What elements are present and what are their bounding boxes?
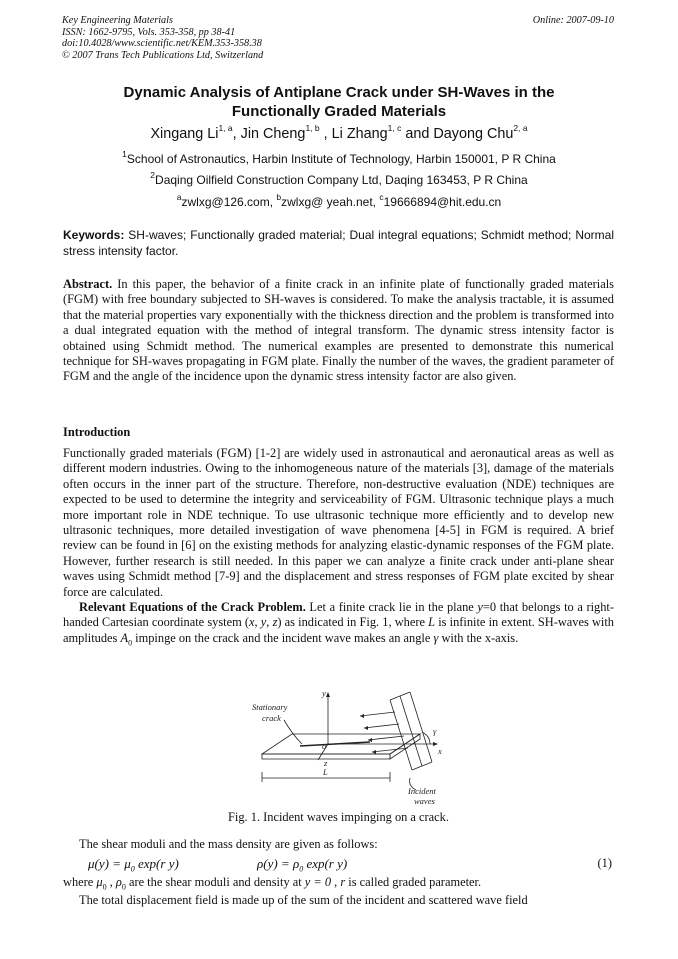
math-var: r — [340, 875, 346, 889]
equation-text: exp(r y) — [134, 856, 179, 871]
journal-header — [62, 15, 263, 61]
text-run: , — [331, 875, 341, 889]
math-var: z — [272, 615, 278, 630]
online-date: Online: 2007-09-10 — [532, 15, 614, 26]
abstract-text: In this paper, the behavior of a finite crack in an infinite plate of functionally graded materials (FGM) with free boundary subjected to SH-waves is considered. To make the analysis tractable, it is assumed that the material properties vary exponentially with the thickness direction and the problem is transformed into a dual integrated equation with the method of integral transform. The dynamic stress intensity factor is obtained using Schmidt method. The numerical examples are presented to demonstrate this numerical technique for SH-waves propagating in FGM plate. Finally the number of the waves, the gradient parameter of FGM and the angle of the incidence upon the dynamic stress intensity factor are also given. — [63, 277, 614, 384]
wavefront — [400, 696, 422, 766]
text-run: ) as indicated in Fig. 1, where — [277, 615, 429, 630]
affiliation-1 — [40, 150, 638, 166]
email-text: 19666894@hit.edu.cn — [383, 195, 502, 209]
email-sup: a — [176, 192, 182, 202]
copyright-line: © 2007 Trans Tech Publications Ltd, Switzerland — [62, 49, 264, 61]
equation-text: μ(y) = μ — [88, 856, 131, 871]
author-emails — [40, 193, 638, 209]
wavefront — [410, 692, 432, 762]
keywords-label: Keywords: — [63, 228, 125, 242]
math-var: A — [120, 630, 129, 645]
math-sub: 0 — [128, 638, 133, 648]
math-var: y — [260, 615, 267, 630]
wave-arrowhead — [360, 714, 364, 718]
figure-crack-diagram — [240, 686, 450, 806]
text-run: are the shear moduli and density at — [125, 875, 305, 889]
author-separator: and — [401, 125, 434, 142]
math-var: μ — [96, 875, 103, 889]
label-waves: waves — [414, 796, 435, 806]
math-var: y — [477, 600, 483, 615]
math-var: L — [428, 615, 436, 630]
equation-sub: 0 — [130, 864, 135, 874]
label-L: L — [323, 767, 328, 777]
equation-text: exp(r y) — [303, 856, 348, 871]
title-line-2: Functionally Graded Materials — [231, 103, 447, 120]
label-gamma: γ — [433, 726, 437, 736]
author-sup: 1, c — [387, 123, 402, 133]
label-z-axis: z — [324, 758, 328, 768]
author-list — [40, 124, 638, 142]
math-sub: 0 — [102, 882, 107, 892]
label-stationary: Stationary — [252, 702, 288, 712]
author-separator: , — [232, 125, 241, 142]
affiliation-sup: 1 — [122, 149, 127, 159]
math-var: γ — [433, 630, 439, 645]
doi-line: doi:10.4028/www.scientific.net/KEM.353-358.38 — [62, 38, 262, 50]
wave-arrow — [368, 736, 404, 740]
math-var: ρ — [115, 875, 122, 889]
introduction-body — [63, 446, 614, 651]
equation-text: ρ(y) = ρ — [257, 856, 300, 871]
abstract-label: Abstract. — [63, 277, 113, 291]
intro-paragraph-1: Functionally graded materials (FGM) [1-2] are widely used in astronautical and aeronautical areas as well as different modern industries. Owing to the inhomogeneous nature of the materials [3], damage of the materials often occurs in the inner part of the structure. Therefore, non-destructive evaluation (NDE) techniques are expected to be used to determine the integrity and serviceability of FGM. Ultrasonic technique plays a much more important role in NDE technique. To use ultrasonic technique more efficiently and to develop new ultrasonic techniques, more detailed investigation of wave phenomena [4-5] in FGM is required. A brief review can be found in [6] on the existing methods for analyzing elastic-dynamic responses of the FGM plate. However, further research is still needed. In this paper we can analyze a finite crack under anti-plane shear waves using Schmidt method [7-9] and the displacement and stress responses of FGM plate excited by shear force are calculated. — [63, 446, 614, 599]
text-run: is infinite in extent. SH-waves with amplitudes — [63, 615, 615, 645]
wave-arrowhead — [364, 726, 368, 730]
affiliation-text: School of Astronautics, Harbin Institute of Technology, Harbin 150001, P R China — [126, 152, 556, 166]
affiliation-sup: 2 — [150, 170, 156, 180]
author-name: Li Zhang — [331, 125, 388, 142]
text-run: where — [63, 875, 97, 889]
wave-arrow — [360, 712, 395, 716]
equation-mass-density — [257, 856, 347, 874]
equation-shear-moduli — [88, 856, 179, 874]
wavefront-cap — [390, 692, 410, 700]
email-sup: b — [276, 192, 282, 202]
math-sub: 0 — [121, 882, 126, 892]
wavefront-cap — [412, 762, 432, 770]
last-line: The total displacement field is made up of the sum of the incident and scattered wave field — [79, 893, 528, 907]
journal-name: Key Engineering Materials — [62, 15, 173, 26]
intro-paragraph-2 — [63, 600, 614, 651]
author-name: Dayong Chu — [433, 125, 514, 142]
wave-arrow — [364, 724, 399, 728]
author-name: Jin Cheng — [240, 125, 306, 142]
label-x-axis: x — [438, 746, 442, 756]
text-run: , — [254, 615, 261, 630]
math-var: y = 0 — [304, 875, 332, 889]
figure-caption: Fig. 1. Incident waves impinging on a crack. — [228, 810, 449, 824]
text-run: Let a finite crack lie in the plane — [305, 600, 478, 615]
label-incident: Incident — [408, 786, 436, 796]
author-sup: 2, a — [513, 123, 528, 133]
label-origin: o — [322, 741, 327, 751]
wave-arrow — [372, 748, 408, 752]
email-sup: c — [379, 192, 384, 202]
author-sup: 1, a — [218, 123, 233, 133]
keywords-text: SH-waves; Functionally graded material; Dual integral equations; Schmidt method; Normal stress intensity factor. — [63, 228, 614, 258]
equation-lead: The shear moduli and the mass density are given as follows: — [79, 837, 378, 851]
email-text: zwlxg@ yeah.net, — [281, 195, 380, 209]
label-crack: crack — [262, 713, 281, 723]
email-text: zwlxg@126.com, — [181, 195, 277, 209]
arrowheads — [326, 692, 438, 754]
paper-title — [70, 83, 608, 121]
author-name: Xingang Li — [150, 125, 219, 142]
wave-arrowhead — [372, 750, 376, 754]
wavefront — [390, 700, 412, 770]
title-line-1: Dynamic Analysis of Antiplane Crack under SH-Waves in the — [123, 84, 555, 101]
keywords — [63, 228, 614, 259]
author-separator: , — [319, 125, 332, 142]
where-clause — [63, 875, 481, 891]
affiliation-2 — [40, 171, 638, 187]
author-sup: 1, b — [305, 123, 320, 133]
text-run: =0 that belongs to a right-handed Cartesian coordinate system ( — [63, 600, 615, 630]
equation-sub: 0 — [299, 864, 304, 874]
crack-leader — [284, 720, 302, 744]
equation-number: (1) — [597, 856, 612, 870]
y-arrowhead — [326, 692, 330, 697]
affiliation-text: Daqing Oilfield Construction Company Ltd, Daqing 163453, P R China — [155, 173, 528, 187]
section-heading-introduction: Introduction — [63, 425, 131, 439]
issn-line: ISSN: 1662-9795, Vols. 353-358, pp 38-41 — [62, 26, 236, 38]
text-run: , — [266, 615, 273, 630]
text-run: impinge on the crack and the incident wave makes an angle — [132, 630, 434, 645]
math-var: x — [249, 615, 255, 630]
label-y-axis: y — [322, 688, 326, 698]
text-run: is called graded parameter. — [345, 875, 482, 889]
text-run: with the x-axis. — [438, 630, 519, 645]
subsection-label: Relevant Equations of the Crack Problem. — [79, 600, 306, 615]
abstract — [63, 277, 614, 385]
text-run: , — [106, 875, 116, 889]
